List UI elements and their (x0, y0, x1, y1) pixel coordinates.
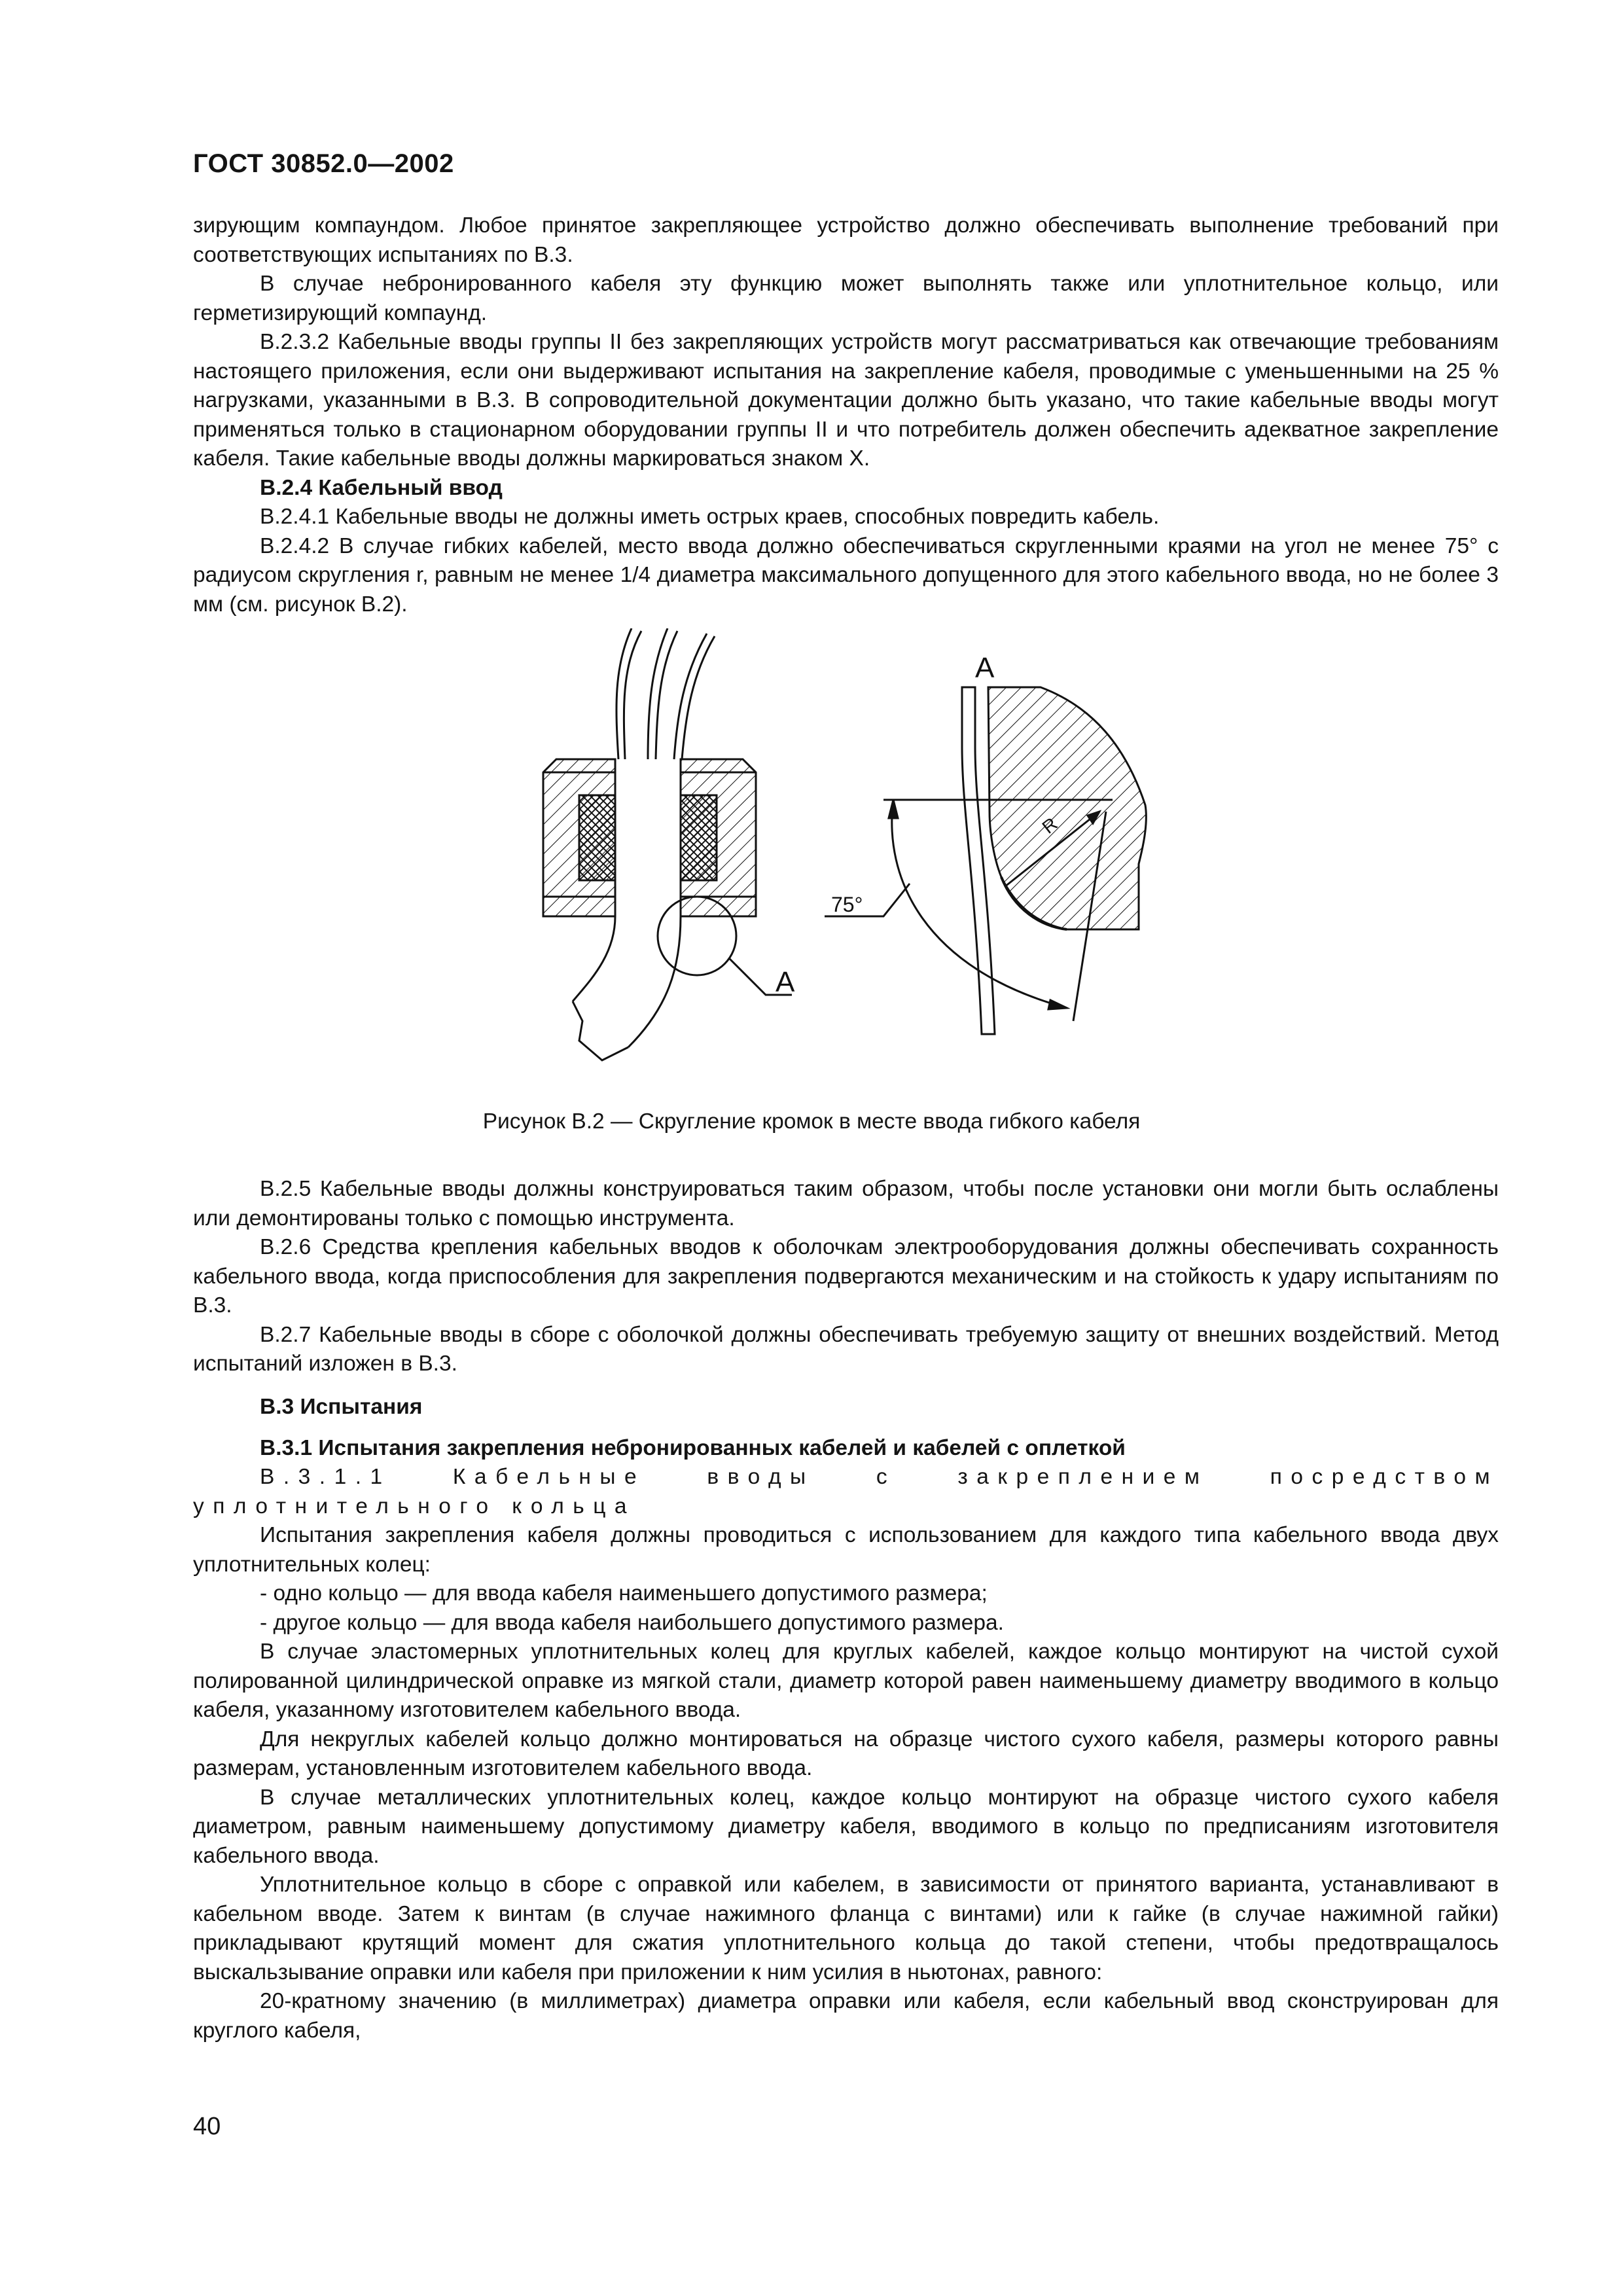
page-number: 40 (193, 2113, 221, 2140)
figure-b2 (517, 628, 1198, 1100)
label-r: R (1038, 813, 1061, 838)
figure-caption: Рисунок В.2 — Скругление кромок в месте ввода гибкого кабеля (482, 1109, 1141, 1134)
paragraph: В.2.4.2 В случае гибких кабелей, место ввода должно обеспечиваться скругленными краями на угол не менее 75° с радиусом скругления r, равным не менее 1/4 диаметра максимального допущенного для этого кабельного ввода, но не более 3 мм (см. рисунок В.2). (193, 533, 1499, 617)
paragraph: В.2.4.1 Кабельные вводы не должны иметь острых краев, способных повредить кабель. (260, 505, 1160, 529)
paragraph: В случае небронированного кабеля эту функцию может выполнять также или уплотнительное кольцо, или герметизирующий компаунд. (193, 272, 1499, 325)
list-item: - другое кольцо — для ввода кабеля наибольшего допустимого размера. (260, 1610, 1004, 1635)
figure-drawing (517, 628, 1198, 1100)
paragraph: 20-кратному значению (в миллиметрах) диаметра оправки или кабеля, если кабельный ввод сконструирован для круглого кабеля, (193, 1989, 1499, 2043)
paragraph: В случае металлических уплотнительных колец, каждое кольцо монтируют на образце чистого сухого кабеля диаметром, равным наименьшему допустимому диаметру кабеля, вводимого в кольцо по предписаниям изготовителя кабельного ввода. (193, 1785, 1499, 1868)
label-a-main: A (776, 966, 795, 998)
section-heading: В.3 Испытания (260, 1395, 423, 1419)
paragraph: Для некруглых кабелей кольцо должно монтироваться на образце чистого сухого кабеля, размеры которого равны размерам, установленным изготовителем кабельного ввода. (193, 1727, 1499, 1780)
text-block-bottom (193, 1393, 1499, 2045)
section-heading: В.2.4 Кабельный ввод (260, 475, 503, 500)
paragraph: В.2.5 Кабельные вводы должны конструироваться таким образом, чтобы после установки они могли быть ослаблены или демонтированы только с помощью инструмента. (193, 1177, 1499, 1230)
item-heading: В.3.1.1 Кабельные вводы с закреплением посредством уплотнительного кольца (193, 1465, 1499, 1518)
gland-section (543, 628, 792, 1060)
detail-a (825, 687, 1146, 1034)
text-block-top (193, 211, 1499, 619)
paragraph: Уплотнительное кольцо в сборе с оправкой или кабелем, в зависимости от принятого варианта, устанавливают в кабельном вводе. Затем к винтам (в случае нажимного фланца с винтами) или к гайке (в случае нажимной гайки) прикладывают крутящий момент для сжатия уплотнительного кольца до такой степени, чтобы предотвращалось выскальзывание оправки или кабеля при приложении к ним усилия в ньютонах, равного: (193, 1873, 1499, 1984)
page-header: ГОСТ 30852.0—2002 (193, 149, 454, 178)
text-block-middle (193, 1175, 1499, 1379)
subsection-heading: В.3.1 Испытания закрепления небронированных кабелей и кабелей с оплеткой (260, 1435, 1126, 1460)
paragraph: В.2.6 Средства крепления кабельных вводов к оболочкам электрооборудования должны обеспечивать сохранность кабельного ввода, когда приспособления для закрепления подвергаются механическим и на стойкость к удару испытаниям по В.3. (193, 1235, 1499, 1318)
paragraph: В.2.7 Кабельные вводы в сборе с оболочкой должны обеспечивать требуемую защиту от внешних воздействий. Метод испытаний изложен в В.3. (193, 1322, 1499, 1376)
paragraph: В.2.3.2 Кабельные вводы группы II без закрепляющих устройств могут рассматриваться как отвечающие требованиям настоящего приложения, если они выдерживают испытания на закрепление кабеля, проводимые с уменьшенными на 25 % нагрузками, указанными в В.3. В сопроводительной документации должно быть указано, что такие кабельные вводы могут применяться только в стационарном оборудовании группы II и что потребитель должен обеспечить адекватное закрепление кабеля. Такие кабельные вводы должны маркироваться знаком X. (193, 330, 1499, 471)
paragraph: зирующим компаундом. Любое принятое закрепляющее устройство должно обеспечивать выполнение требований при соответствующих испытаниях по В.3. (193, 213, 1499, 267)
paragraph: В случае эластомерных уплотнительных колец для круглых кабелей, каждое кольцо монтируют на чистой сухой полированной цилиндрической оправке из мягкой стали, диаметр которой равен наименьшему диаметру вводимого в кольцо кабеля, указанному изготовителем кабельного ввода. (193, 1640, 1499, 1722)
list-item: - одно кольцо — для ввода кабеля наименьшего допустимого размера; (260, 1581, 988, 1605)
paragraph: Испытания закрепления кабеля должны проводиться с использованием для каждого типа кабельного ввода двух уплотнительных колец: (193, 1523, 1499, 1577)
label-angle: 75° (831, 893, 863, 916)
label-a-detail: A (975, 652, 995, 684)
